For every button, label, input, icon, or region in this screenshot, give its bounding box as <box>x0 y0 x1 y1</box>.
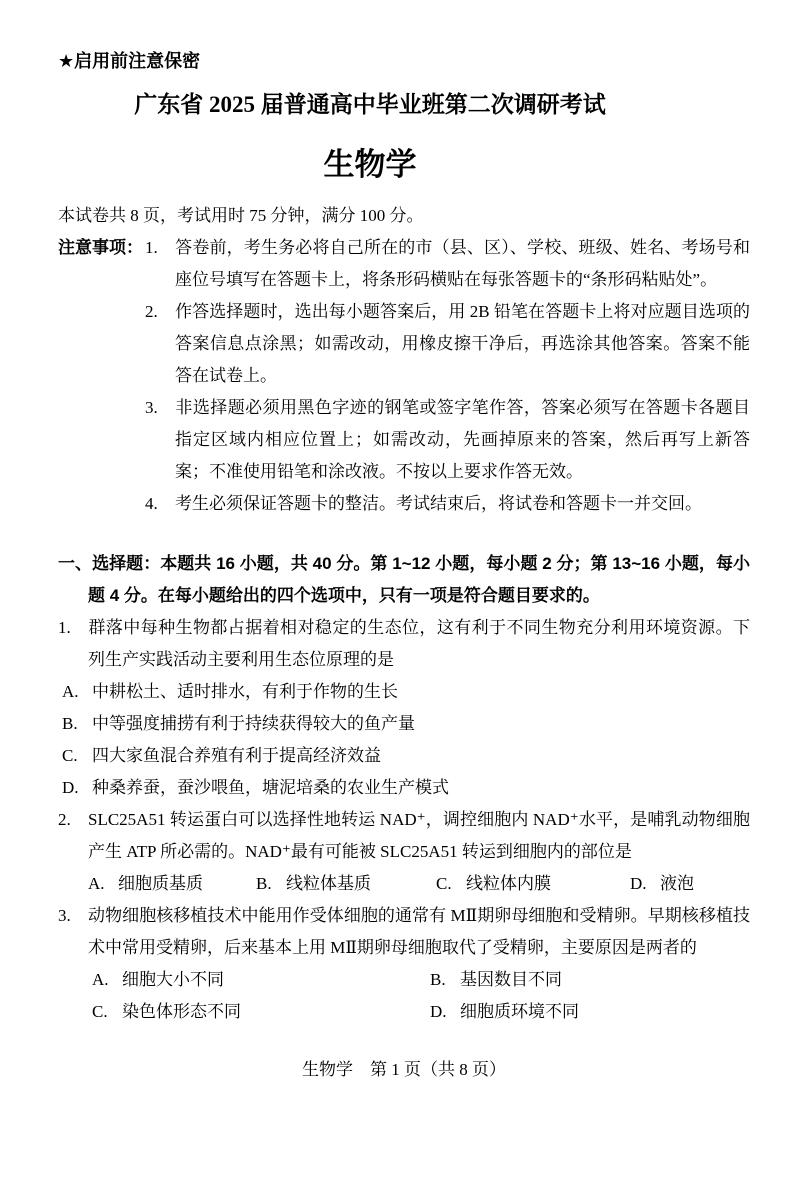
option-label: B. <box>256 874 272 893</box>
note-text: 作答选择题时，选出每小题答案后，用 2B 铅笔在答题卡上将对应题目选项的答案信息点涂黑；如需改动，用橡皮擦干净后，再选涂其他答案。答案不能答在试卷上。 <box>175 302 750 385</box>
options-row <box>88 868 750 900</box>
question-text: 群落中每种生物都占据着相对稳定的生态位，这有利于不同生物充分利用环境资源。下列生产实践活动主要利用生态位原理的是 <box>88 618 750 669</box>
option-label: A. <box>88 874 105 893</box>
notes-label: 注意事项： <box>58 238 143 257</box>
option-text: 四大家鱼混合养殖有利于提高经济效益 <box>92 746 381 765</box>
option-a <box>92 964 430 996</box>
option-label: C. <box>436 874 452 893</box>
option-text: 线粒体基质 <box>286 874 371 893</box>
options-grid <box>92 964 750 1028</box>
option-d <box>430 996 750 1028</box>
note-number: 3. <box>145 398 158 417</box>
question-2 <box>58 804 750 900</box>
note-number: 1. <box>145 238 158 257</box>
note-item <box>145 488 750 520</box>
note-item <box>145 296 750 392</box>
option-label: B. <box>62 714 78 733</box>
question-number: 2. <box>58 810 71 829</box>
page-footer <box>58 1054 750 1086</box>
note-item <box>145 392 750 488</box>
option-text: 线粒体内膜 <box>466 874 551 893</box>
note-text: 考生必须保证答题卡的整洁。考试结束后，将试卷和答题卡一并交回。 <box>175 494 702 513</box>
paper-info: 本试卷共 8 页，考试用时 75 分钟，满分 100 分。 <box>58 206 424 225</box>
option-label: C. <box>92 1002 108 1021</box>
question-stem <box>58 804 750 868</box>
notes-section <box>58 232 750 520</box>
section-marker: 一、 <box>58 554 93 573</box>
option-text: 种桑养蚕，蚕沙喂鱼，塘泥培桑的农业生产模式 <box>92 778 449 797</box>
option-text: 细胞大小不同 <box>122 970 224 989</box>
option-c <box>436 868 630 900</box>
question-stem <box>58 612 750 676</box>
question-3 <box>58 900 750 1028</box>
option-text: 中等强度捕捞有利于持续获得较大的鱼产量 <box>92 714 415 733</box>
option-d <box>62 772 750 804</box>
secrecy-notice: ★启用前注意保密 <box>58 51 201 71</box>
option-a <box>62 676 750 708</box>
question-number: 3. <box>58 906 71 925</box>
option-text: 细胞质基质 <box>118 874 203 893</box>
note-number: 2. <box>145 302 158 321</box>
option-d <box>630 868 694 900</box>
note-text: 非选择题必须用黑色字迹的钢笔或签字笔作答，答案必须写在答题卡各题目指定区域内相应位置上；如需改动，先画掉原来的答案，然后再写上新答案；不准使用铅笔和涂改液。不按以上要求作答无效。 <box>175 398 750 481</box>
option-c <box>92 996 430 1028</box>
option-label: A. <box>62 682 79 701</box>
option-label: D. <box>430 1002 447 1021</box>
exam-title: 广东省 2025 届普通高中毕业班第二次调研考试 <box>134 92 606 117</box>
option-label: C. <box>62 746 78 765</box>
section-heading <box>58 548 750 612</box>
note-number: 4. <box>145 494 158 513</box>
option-text: 染色体形态不同 <box>122 1002 241 1021</box>
option-text: 细胞质环境不同 <box>460 1002 579 1021</box>
options-list <box>58 676 750 804</box>
subject-title: 生物学 <box>323 147 417 182</box>
page-footer-text: 生物学 第 1 页（共 8 页） <box>302 1060 506 1079</box>
note-text: 答卷前，考生务必将自己所在的市（县、区）、学校、班级、姓名、考场号和座位号填写在答题卡上，将条形码横贴在每张答题卡的“条形码粘贴处”。 <box>175 238 750 289</box>
option-text: 中耕松土、适时排水，有利于作物的生长 <box>92 682 398 701</box>
option-b <box>256 868 436 900</box>
option-b <box>430 964 750 996</box>
option-label: D. <box>62 778 79 797</box>
option-b <box>62 708 750 740</box>
question-stem <box>58 900 750 964</box>
option-a <box>88 868 256 900</box>
question-text: 动物细胞核移植技术中能用作受体细胞的通常有 MⅡ期卵母细胞和受精卵。早期核移植技术中常用受精卵，后来基本上用 MⅡ期卵母细胞取代了受精卵，主要原因是两者的 <box>88 906 750 957</box>
option-label: B. <box>430 970 446 989</box>
option-text: 液泡 <box>660 874 694 893</box>
option-c <box>62 740 750 772</box>
option-text: 基因数目不同 <box>460 970 562 989</box>
option-label: D. <box>630 874 647 893</box>
option-label: A. <box>92 970 109 989</box>
note-item <box>145 232 750 296</box>
question-1 <box>58 612 750 804</box>
question-text: SLC25A51 转运蛋白可以选择性地转运 NAD⁺，调控细胞内 NAD⁺水平，是哺乳动物细胞产生 ATP 所必需的。NAD⁺最有可能被 SLC25A51 转运到细胞内的部位是 <box>88 810 750 861</box>
section-heading-text: 选择题：本题共 16 小题，共 40 分。第 1~12 小题，每小题 2 分；第 13~16 小题，每小题 4 分。在每小题给出的四个选项中，只有一项是符合题目要求的。 <box>88 554 750 605</box>
question-number: 1. <box>58 618 71 637</box>
